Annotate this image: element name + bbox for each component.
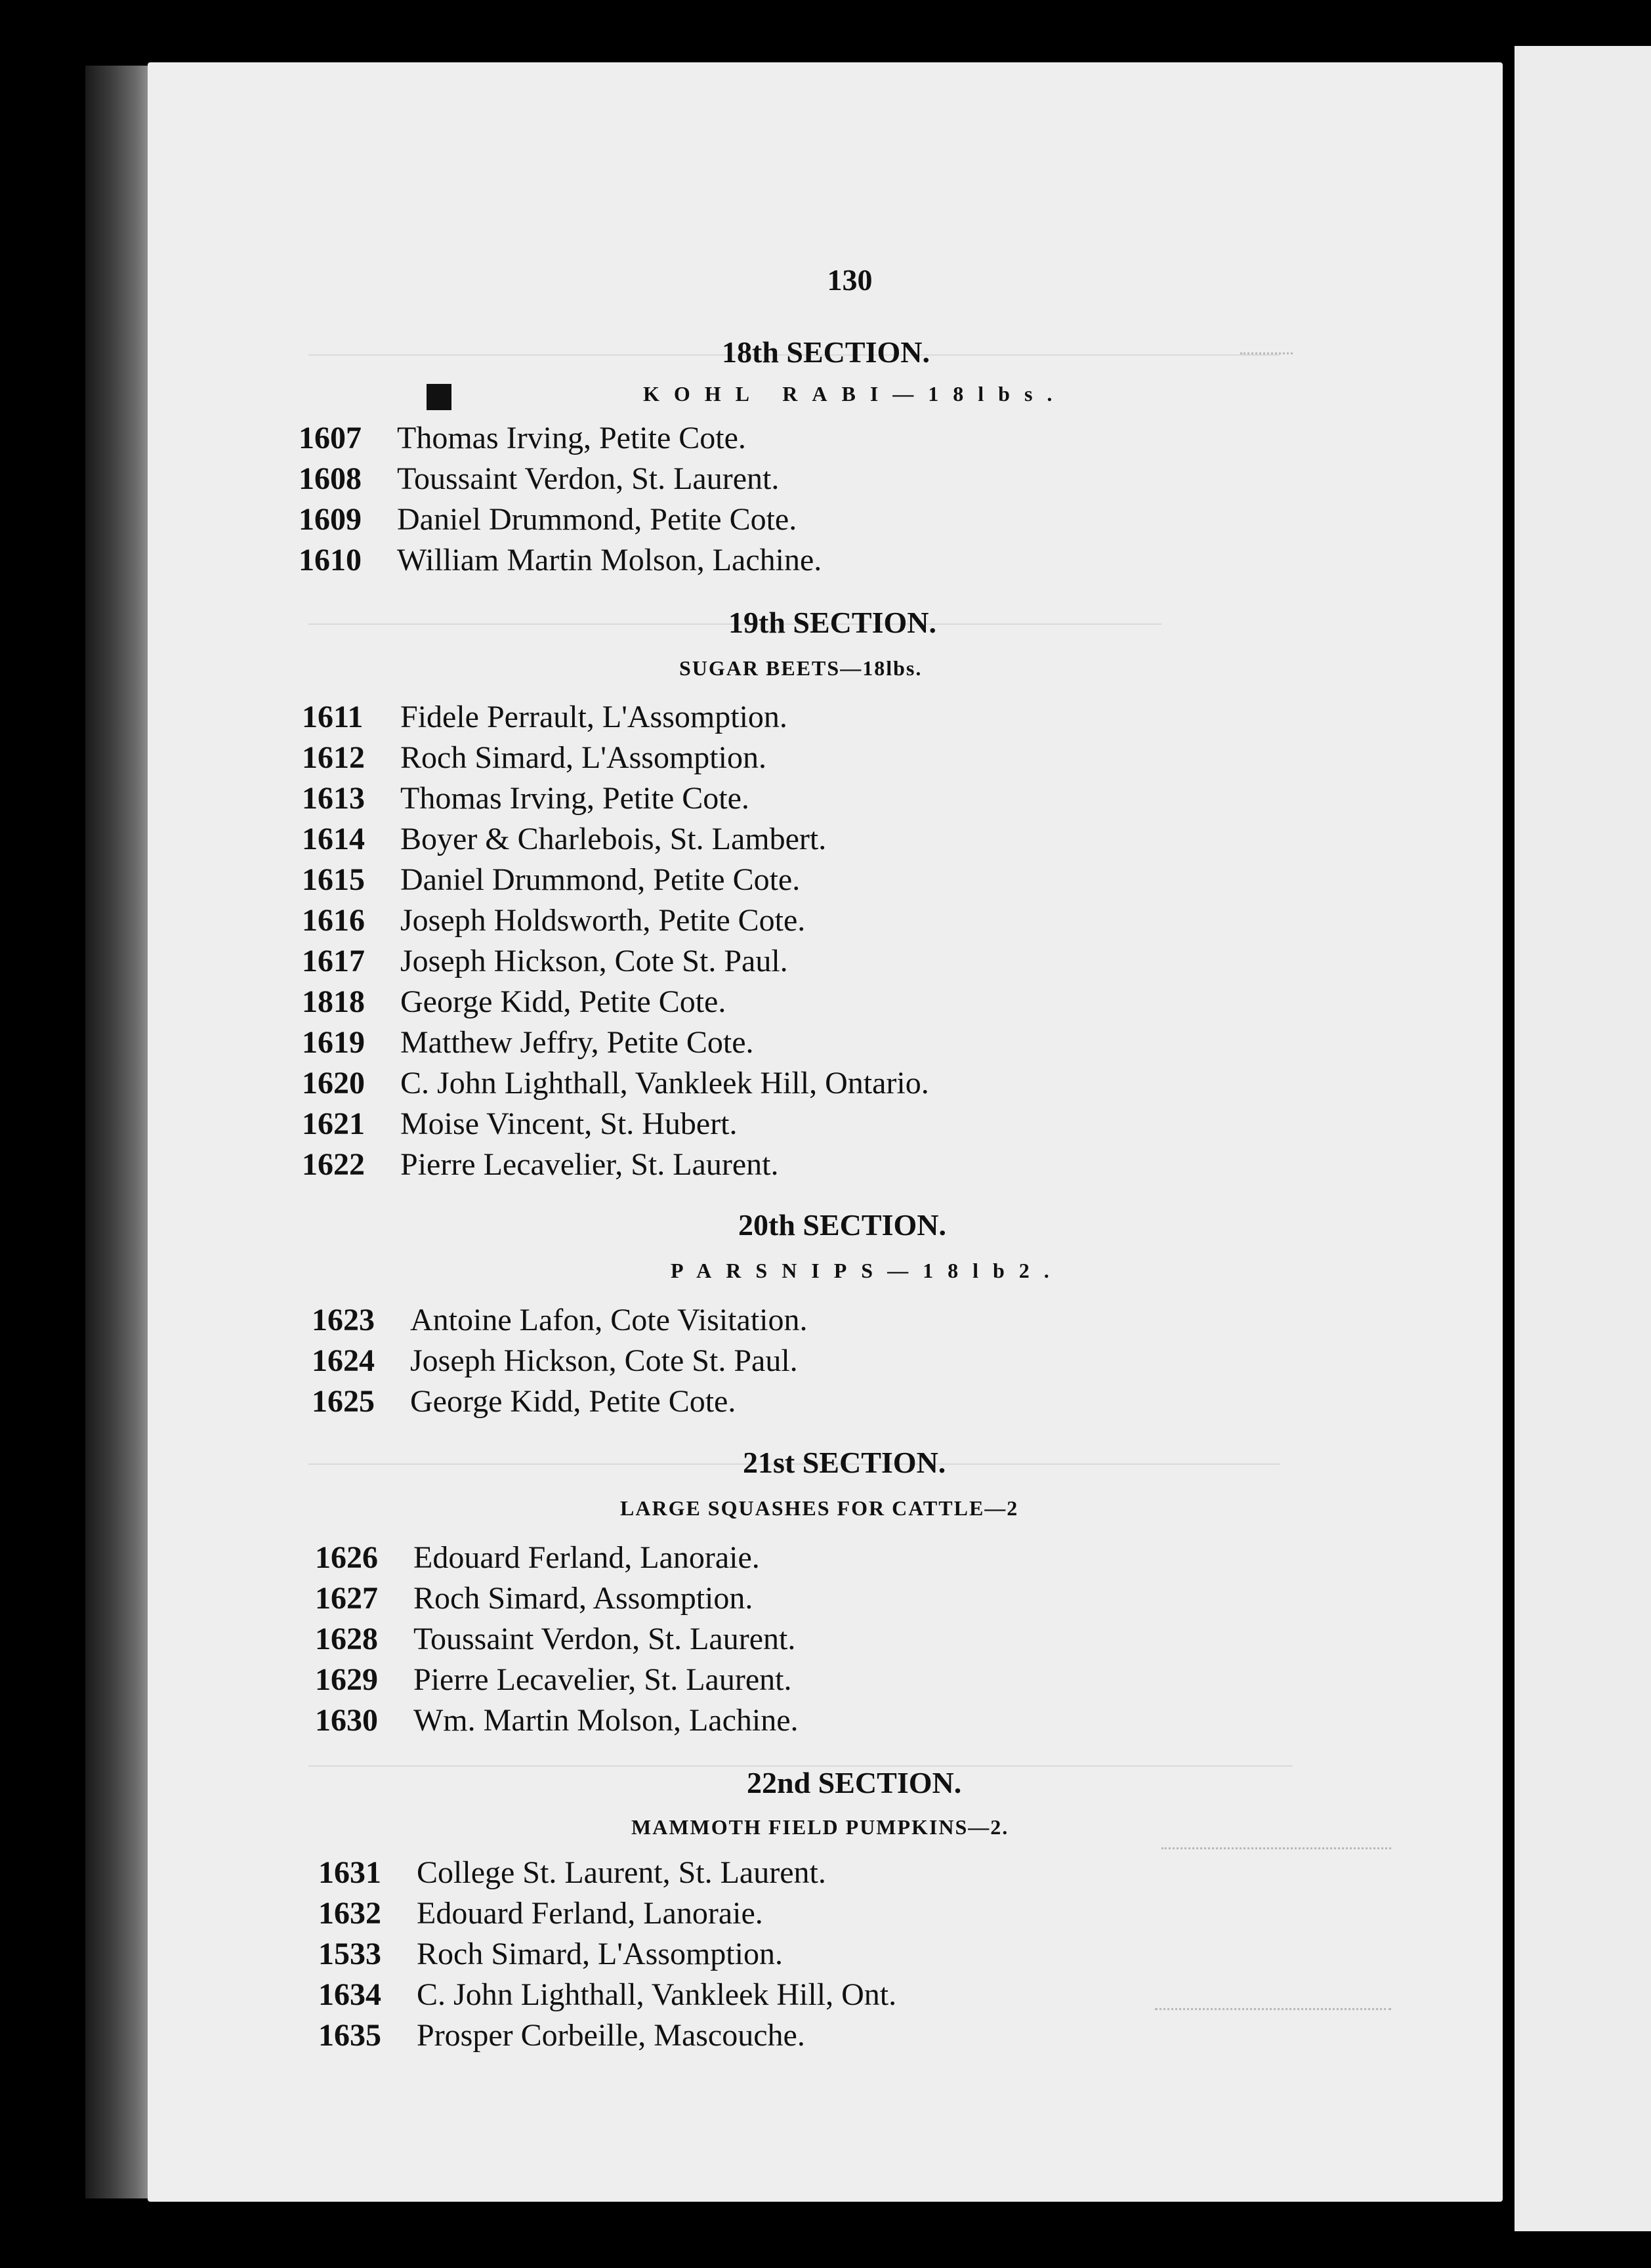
entry-text: Roch Simard, L'Assomption.: [417, 1937, 783, 1971]
list-item: [299, 542, 822, 578]
list-item: [302, 699, 787, 735]
section-heading: 22nd SECTION.: [747, 1766, 962, 1799]
entry-text: C. John Lighthall, Vankleek Hill, Ont.: [417, 1977, 897, 2012]
section-heading: 18th SECTION.: [722, 335, 930, 369]
list-item: [302, 1146, 778, 1183]
entry-text: Boyer & Charlebois, St. Lambert.: [400, 822, 827, 856]
entry-text: Moise Vincent, St. Hubert.: [400, 1106, 738, 1141]
entry-text: George Kidd, Petite Cote.: [400, 984, 726, 1019]
entry-number: 1620: [302, 1066, 365, 1101]
list-item: [299, 501, 797, 537]
list-item: [302, 862, 800, 898]
list-item: [312, 1302, 807, 1338]
entry-text: Joseph Holdsworth, Petite Cote.: [400, 903, 806, 938]
entry-text: Toussaint Verdon, St. Laurent.: [413, 1622, 796, 1656]
list-item: [302, 1024, 754, 1060]
section-subheading: KOHL RABI—18lbs.: [643, 382, 1067, 406]
list-item: [315, 1621, 795, 1657]
entry-number: 1619: [302, 1025, 365, 1060]
entry-text: Roch Simard, Assomption.: [413, 1581, 753, 1616]
list-item: [302, 984, 726, 1020]
list-item: [302, 902, 805, 938]
entry-number: 1628: [315, 1622, 378, 1656]
book-spine: [85, 66, 157, 2198]
entry-number: 1626: [315, 1540, 378, 1575]
list-item: [312, 1343, 798, 1379]
entry-number: 1623: [312, 1303, 375, 1337]
list-item: [302, 1106, 738, 1142]
entry-number: 1533: [318, 1937, 381, 1971]
bleed-through-dots: [1240, 352, 1293, 354]
entry-number: 1611: [302, 700, 364, 734]
entry-text: Toussaint Verdon, St. Laurent.: [397, 461, 780, 496]
entry-number: 1634: [318, 1977, 381, 2012]
page-gutter: [1501, 39, 1516, 2231]
entry-number: 1630: [315, 1703, 378, 1738]
entry-text: Roch Simard, L'Assomption.: [400, 740, 766, 775]
entry-number: 1818: [302, 984, 365, 1019]
entry-text: Edouard Ferland, Lanoraie.: [417, 1896, 763, 1931]
entry-number: 1612: [302, 740, 365, 775]
entry-number: 1629: [315, 1662, 378, 1697]
entry-number: 1608: [299, 461, 362, 496]
list-item: [318, 1855, 826, 1891]
entry-text: Edouard Ferland, Lanoraie.: [413, 1540, 760, 1575]
entry-text: College St. Laurent, St. Laurent.: [417, 1855, 826, 1890]
entry-text: C. John Lighthall, Vankleek Hill, Ontario.: [400, 1066, 929, 1101]
section-subheading: SUGAR BEETS—18lbs.: [679, 656, 923, 680]
list-item: [315, 1662, 791, 1698]
section-subheading: MAMMOTH FIELD PUMPKINS—2.: [631, 1815, 1009, 1839]
facing-page: [1515, 46, 1651, 2231]
entry-number: 1625: [312, 1384, 375, 1419]
entry-number: 1615: [302, 862, 365, 897]
entry-text: Pierre Lecavelier, St. Laurent.: [413, 1662, 792, 1697]
list-item: [302, 780, 749, 816]
entry-text: Daniel Drummond, Petite Cote.: [397, 502, 797, 537]
entry-text: Matthew Jeffry, Petite Cote.: [400, 1025, 754, 1060]
list-item: [302, 1065, 929, 1101]
list-item: [318, 1977, 896, 2013]
entry-number: 1614: [302, 822, 365, 856]
section-subheading: PARSNIPS—18lb2.: [671, 1259, 1064, 1282]
entry-number: 1617: [302, 944, 365, 978]
list-item: [302, 821, 826, 857]
entry-text: Pierre Lecavelier, St. Laurent.: [400, 1147, 779, 1182]
entry-number: 1621: [302, 1106, 365, 1141]
entry-text: Antoine Lafon, Cote Visitation.: [410, 1303, 808, 1337]
entry-number: 1610: [299, 543, 362, 578]
list-item: [302, 740, 766, 776]
list-item: [312, 1383, 736, 1419]
entry-text: William Martin Molson, Lachine.: [397, 543, 822, 578]
entry-number: 1627: [315, 1581, 378, 1616]
entry-text: Joseph Hickson, Cote St. Paul.: [400, 944, 788, 978]
entry-number: 1609: [299, 502, 362, 537]
entry-text: Thomas Irving, Petite Cote.: [400, 781, 749, 816]
entry-text: Prosper Corbeille, Mascouche.: [417, 2018, 805, 2053]
list-item: [302, 943, 788, 979]
list-item: [315, 1540, 760, 1576]
list-item: [299, 461, 779, 497]
entry-number: 1613: [302, 781, 365, 816]
bleed-through-dots: [1155, 2008, 1391, 2010]
page-number: 130: [827, 263, 873, 297]
list-item: [315, 1580, 753, 1616]
section-heading: 21st SECTION.: [743, 1446, 946, 1479]
black-square-marker: [427, 384, 451, 410]
list-item: [299, 420, 746, 456]
entry-text: Daniel Drummond, Petite Cote.: [400, 862, 801, 897]
entry-number: 1616: [302, 903, 365, 938]
list-item: [318, 1936, 783, 1972]
section-heading: 20th SECTION.: [738, 1208, 946, 1242]
section-heading: 19th SECTION.: [728, 606, 936, 639]
entry-number: 1607: [299, 421, 362, 455]
entry-number: 1631: [318, 1855, 381, 1890]
entry-text: Joseph Hickson, Cote St. Paul.: [410, 1343, 798, 1378]
entry-text: George Kidd, Petite Cote.: [410, 1384, 736, 1419]
list-item: [315, 1702, 799, 1738]
entry-number: 1632: [318, 1896, 381, 1931]
entry-text: Thomas Irving, Petite Cote.: [397, 421, 746, 455]
list-item: [318, 1895, 763, 1931]
entry-number: 1624: [312, 1343, 375, 1378]
entry-text: Wm. Martin Molson, Lachine.: [413, 1703, 799, 1738]
entry-number: 1622: [302, 1147, 365, 1182]
entry-number: 1635: [318, 2018, 381, 2053]
list-item: [318, 2017, 805, 2053]
entry-text: Fidele Perrault, L'Assomption.: [400, 700, 787, 734]
section-subheading: LARGE SQUASHES FOR CATTLE—2: [620, 1496, 1019, 1520]
bleed-through-dots: [1161, 1847, 1391, 1849]
